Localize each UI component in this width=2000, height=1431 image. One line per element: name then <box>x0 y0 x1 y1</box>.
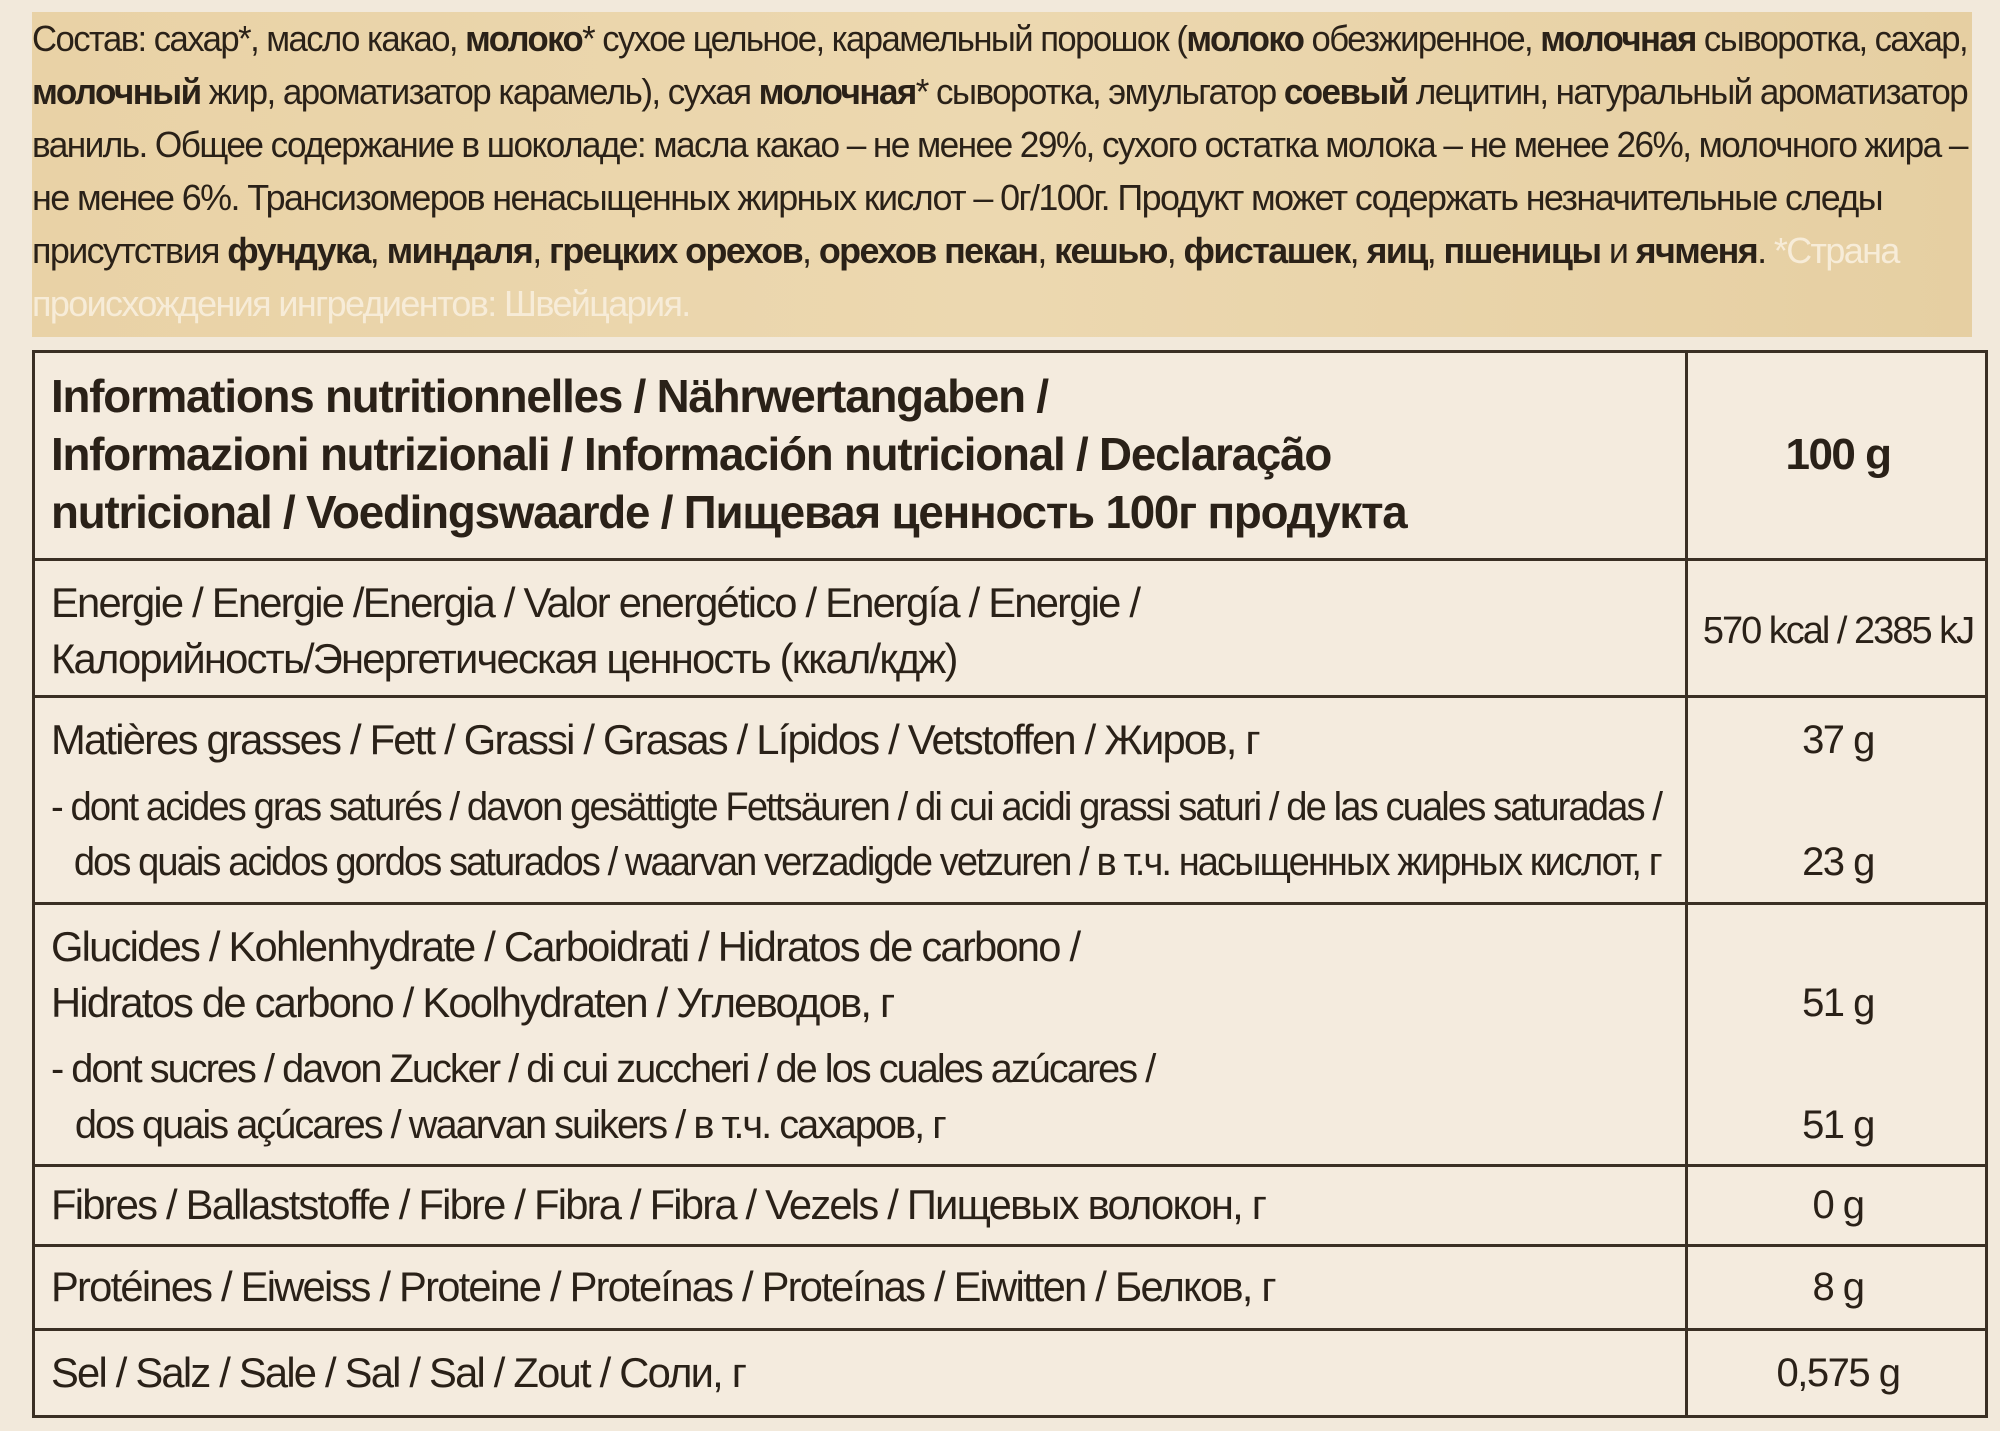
energy-line-1: Energie / Energie /Energia / Valor energético / Energía / Energie / <box>51 579 1140 626</box>
table-row-protein <box>35 1244 1985 1328</box>
bold-run-11: фисташек <box>1183 230 1350 271</box>
bold-run-3: молоко <box>1186 18 1304 59</box>
ingredients-line-1 <box>32 12 1968 65</box>
sugars-value: 51 g <box>1802 1103 1874 1147</box>
carbs-line-2: Hidratos de carbono / Koolhydraten / Углеводов, г <box>51 979 894 1026</box>
ingredients-line-3: ваниль. Общее содержание в шоколаде: масла какао – не менее 29%, сухого остатка молока – не менее 26%, молочного жира – <box>32 124 1967 165</box>
header-line-3: nutricional / Voedingswaarde / Пищевая ценность 100г продукта <box>51 486 1407 538</box>
bold-run-1: фундука <box>227 230 370 271</box>
saturated-line-1: - dont acides gras saturés / davon gesättigte Fettsäuren / di cui acidi grassi saturi / de las cuales saturadas / <box>51 785 1662 829</box>
text-run-10: , <box>1166 230 1184 271</box>
table-row-salt <box>35 1328 1985 1415</box>
bold-run-2: молочная <box>758 71 916 112</box>
text-run-14: , <box>1426 230 1444 271</box>
text-run-4: , <box>532 230 550 271</box>
text-run-4: обезжиренное, <box>1303 18 1541 59</box>
table-row-fibre <box>35 1164 1985 1244</box>
text-run-12: , <box>1349 230 1367 271</box>
sugars-label <box>51 1041 1671 1153</box>
fat-line: Matières grasses / Fett / Grassi / Grasas / Lípidos / Vetstoffen / Жиров, г <box>51 716 1259 763</box>
bold-run-17: ячменя <box>1635 230 1758 271</box>
table-row-carbs <box>35 902 1985 1164</box>
bold-run-9: кешью <box>1054 230 1167 271</box>
sugars-line-1: - dont sucres / davon Zucker / di cui zuccheri / de los cuales azúcares / <box>51 1047 1155 1091</box>
text-run-0: присутствия <box>32 230 228 271</box>
fibre-value: 0 g <box>1812 1183 1864 1227</box>
bold-run-4: соевый <box>1283 71 1408 112</box>
header-line-2: Informazioni nutrizionali / Información nutricional / Declaração <box>51 428 1332 480</box>
bold-run-13: яиц <box>1366 230 1427 271</box>
allergen-run-list <box>32 230 1774 271</box>
text-run-2: , <box>369 230 387 271</box>
bold-run-1: молоко <box>465 18 583 59</box>
salt-label: Sel / Salz / Sale / Sal / Sal / Zout / Соли, г <box>51 1349 746 1396</box>
carbs-label <box>51 919 1671 1031</box>
origin-note: происхождения ингредиентов: Швейцария. <box>32 283 690 324</box>
text-run-3: * сыворотка, эмульгатор <box>915 71 1284 112</box>
sugars-line-2: dos quais açúcares / waarvan suikers / в т.ч. сахаров, г <box>74 1103 945 1147</box>
fibre-label: Fibres / Ballaststoffe / Fibre / Fibra / Fibra / Vezels / Пищевых волокон, г <box>51 1181 1266 1228</box>
nutrition-table <box>32 350 1988 1418</box>
ingredients-line-4: не менее 6%. Трансизомеров ненасыщенных жирных кислот – 0г/100г. Продукт может содержать незначительные следы <box>32 177 1882 218</box>
protein-label: Protéines / Eiweiss / Proteine / Proteínas / Proteínas / Eiwitten / Белков, г <box>51 1263 1275 1310</box>
salt-value: 0,575 g <box>1776 1351 1900 1395</box>
energy-line-2: Калорийность/Энергетическая ценность (ккал/кдж) <box>51 635 957 682</box>
ingredients-block <box>32 12 1972 337</box>
text-run-16: и <box>1600 230 1636 271</box>
bold-run-7: орехов пекан <box>818 230 1038 271</box>
protein-value: 8 g <box>1812 1265 1864 1309</box>
bold-run-0: молочный <box>32 71 201 112</box>
text-run-2: * сухое цельное, карамельный порошок ( <box>582 18 1187 59</box>
energy-value: 570 kcal / 2385 kJ <box>1702 610 1974 652</box>
header-line-1: Informations nutritionnelles / Nährwertangaben / <box>51 370 1048 422</box>
table-row-energy <box>35 558 1985 695</box>
ingredients-line-5 <box>32 224 1967 277</box>
header-title <box>51 367 1671 541</box>
carbs-value: 51 g <box>1802 981 1874 1025</box>
table-header-row <box>35 353 1985 558</box>
energy-label <box>51 575 1671 687</box>
text-run-18: . <box>1757 230 1774 271</box>
text-run-1: жир, ароматизатор карамель), сухая <box>200 71 759 112</box>
saturated-fat-label <box>51 780 1671 890</box>
text-run-8: , <box>1037 230 1055 271</box>
bold-run-15: пшеницы <box>1443 230 1601 271</box>
text-run-0: Состав: сахар*, масло какао, <box>32 18 466 59</box>
saturated-fat-value: 23 g <box>1802 840 1874 884</box>
text-run-6: сыворотка, сахар, <box>1695 18 1968 59</box>
carbs-line-1: Glucides / Kohlenhydrate / Carboidrati / Hidratos de carbono / <box>51 923 1080 970</box>
fat-label <box>51 712 1671 768</box>
text-run-5: лецитин, натуральный ароматизатор <box>1407 71 1968 112</box>
table-row-fat <box>35 695 1985 902</box>
fat-value: 37 g <box>1802 718 1874 762</box>
ingredients-line-2 <box>32 65 1968 118</box>
bold-run-5: молочная <box>1540 18 1696 59</box>
origin-note-start: *Страна <box>1773 230 1899 271</box>
header-value: 100 g <box>1785 430 1891 479</box>
saturated-line-2: dos quais acidos gordos saturados / waarvan verzadigde vetzuren / в т.ч. насыщенных жирных кислот, г <box>73 840 1661 884</box>
bold-run-3: миндаля <box>386 230 533 271</box>
bold-run-5: грецких орехов <box>549 230 803 271</box>
text-run-6: , <box>802 230 819 271</box>
